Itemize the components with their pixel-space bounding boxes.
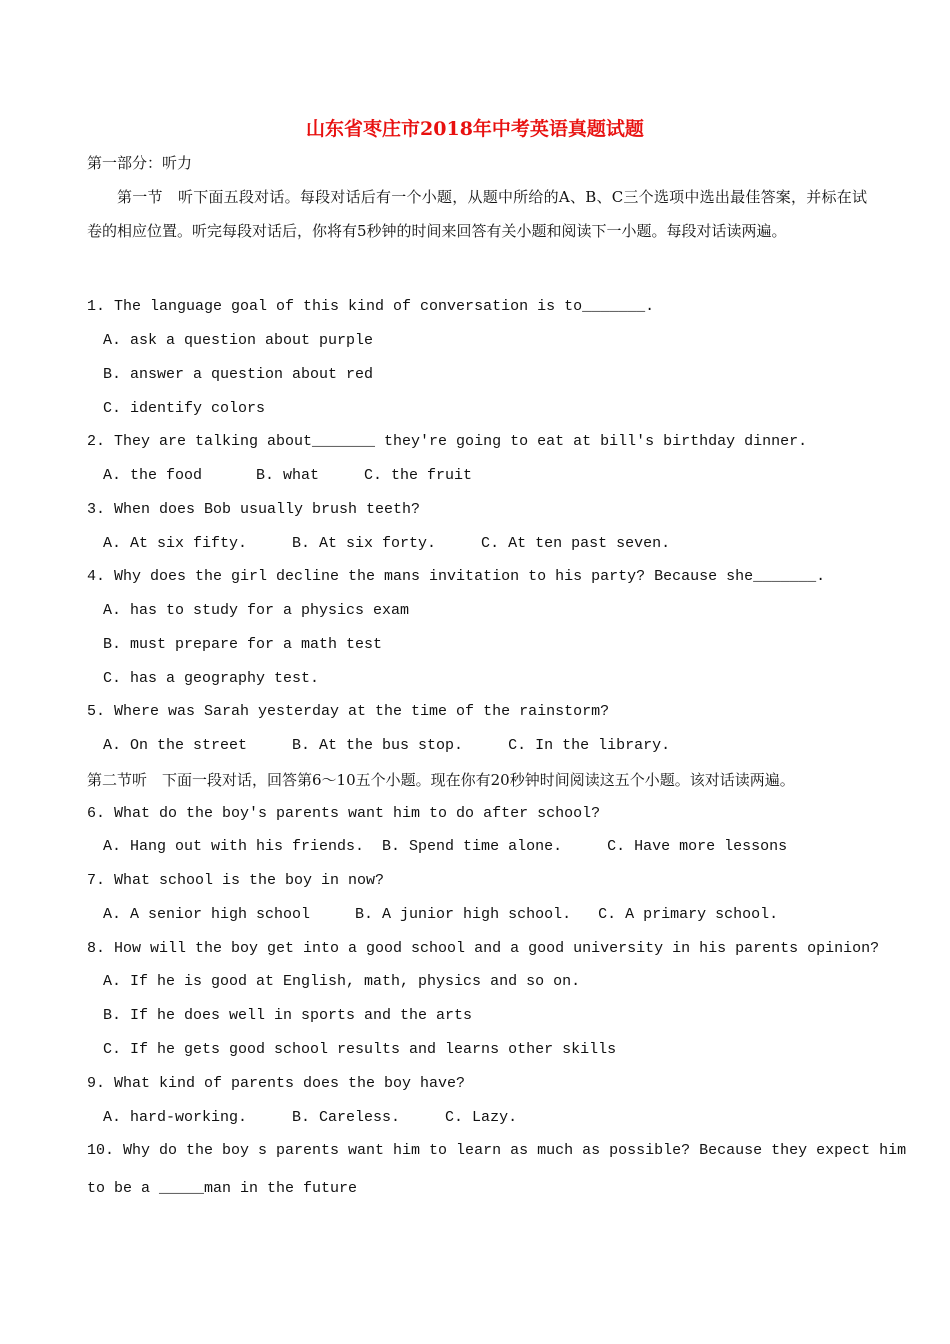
question-8: 8. How will the boy get into a good school and a good university in his parents opinion? [87, 940, 880, 957]
question-1: 1. The language goal of this kind of conversation is to_______. [87, 298, 655, 315]
section2-instructions: 第二节听 下面一段对话，回答第6～10五个小题。现在你有20秒钟时间阅读这五个小题。该对话读两遍。 [87, 771, 795, 789]
question-10-continued: to be a _____man in the future [87, 1180, 358, 1197]
question-4: 4. Why does the girl decline the mans invitation to his party? Because she_______. [87, 568, 826, 585]
question-2-options: A. the food B. what C. the fruit [103, 467, 473, 484]
question-8-option-c: C. If he gets good school results and learns other skills [103, 1041, 617, 1058]
question-5-options: A. On the street B. At the bus stop. C. In the library. [103, 737, 671, 754]
section1-instructions: 第一节 听下面五段对话。每段对话后有一个小题，从题中所给的A、B、C三个选项中选出最佳答案，并标在试卷的相应位置。听完每段对话后，你将有5秒钟的时间来回答有关小题和阅读下一小题。每段对话读两遍。 [87, 188, 867, 240]
question-5: 5. Where was Sarah yesterday at the time of the rainstorm? [87, 703, 610, 720]
question-4-option-a: A. has to study for a physics exam [103, 602, 410, 619]
question-1-option-b: B. answer a question about red [103, 366, 374, 383]
question-9-options: A. hard-working. B. Careless. C. Lazy. [103, 1109, 518, 1126]
question-3: 3. When does Bob usually brush teeth? [87, 501, 421, 518]
question-9: 9. What kind of parents does the boy have? [87, 1075, 466, 1092]
question-8-option-a: A. If he is good at English, math, physics and so on. [103, 973, 581, 990]
question-4-option-c: C. has a geography test. [103, 670, 320, 687]
part-heading: 第一部分：听力 [87, 154, 193, 172]
question-10: 10. Why do the boy s parents want him to learn as much as possible? Because they expect him [87, 1142, 907, 1159]
question-2: 2. They are talking about_______ they're going to eat at bill's birthday dinner. [87, 433, 808, 450]
question-1-option-c: C. identify colors [103, 400, 266, 417]
question-7-options: A. A senior high school B. A junior high school. C. A primary school. [103, 906, 779, 923]
question-3-options: A. At six fifty. B. At six forty. C. At ten past seven. [103, 535, 671, 552]
question-6: 6. What do the boy's parents want him to do after school? [87, 805, 601, 822]
question-4-option-b: B. must prepare for a math test [103, 636, 383, 653]
question-6-options: A. Hang out with his friends. B. Spend time alone. C. Have more lessons [103, 838, 788, 855]
question-7: 7. What school is the boy in now? [87, 872, 385, 889]
question-8-option-b: B. If he does well in sports and the arts [103, 1007, 473, 1024]
question-1-option-a: A. ask a question about purple [103, 332, 374, 349]
page-title: 山东省枣庄市2018年中考英语真题试题 [306, 118, 644, 140]
